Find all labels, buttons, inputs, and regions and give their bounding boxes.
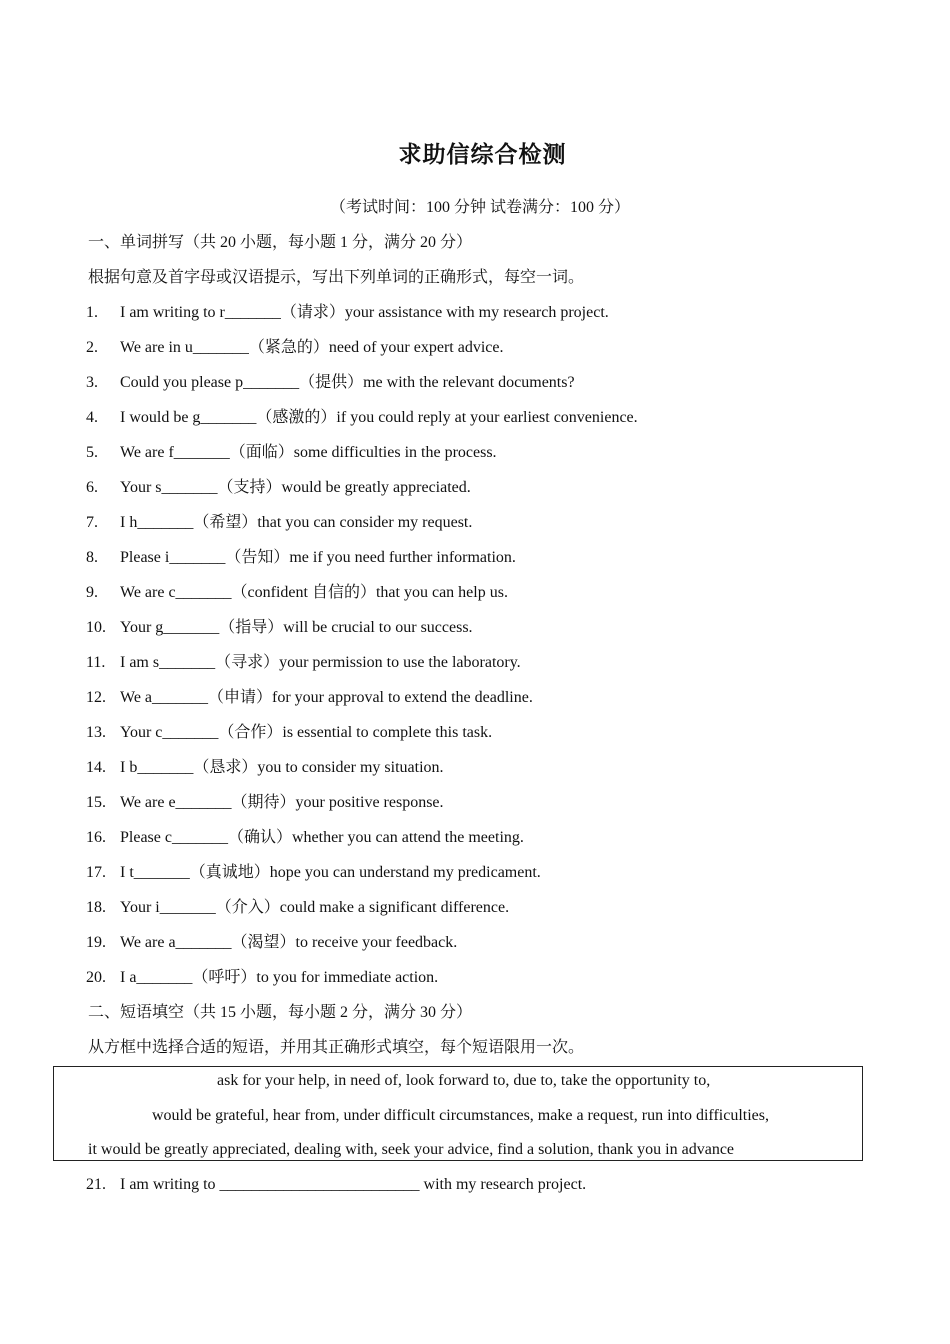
question-5	[86, 439, 497, 462]
question-number: 6.	[86, 479, 98, 496]
question-number: 1.	[86, 304, 98, 321]
question-number: 8.	[86, 549, 98, 566]
question-number: 19.	[86, 934, 106, 951]
section1-instruction: 根据句意及首字母或汉语提示，写出下列单词的正确形式，每空一词。	[88, 269, 585, 286]
question-3	[86, 369, 575, 392]
question-20	[86, 964, 438, 987]
phrase-box-line-1: ask for your help, in need of, look forward to, due to, take the opportunity to,	[217, 1072, 711, 1089]
question-number: 17.	[86, 864, 106, 881]
question-text: We are c_______（confident 自信的）that you can help us.	[120, 584, 508, 601]
page-title: 求助信综合检测	[398, 142, 567, 168]
question-15	[86, 789, 444, 812]
phrase-box-line-2: would be grateful, hear from, under difficult circumstances, make a request, run into difficulties,	[152, 1107, 769, 1124]
question-2	[86, 334, 504, 357]
question-number: 16.	[86, 829, 106, 846]
phrase-box	[53, 1066, 863, 1161]
question-text: I am writing to r_______（请求）your assistance with my research project.	[120, 304, 609, 321]
question-number: 5.	[86, 444, 98, 461]
question-text: Your g_______（指导）will be crucial to our success.	[120, 619, 473, 636]
question-text: Your c_______（合作）is essential to complete this task.	[120, 724, 493, 741]
question-text: I am writing to _________________________ with my research project.	[120, 1176, 587, 1193]
question-19	[86, 929, 457, 952]
question-text: Could you please p_______（提供）me with the relevant documents?	[120, 374, 575, 391]
question-text: I t_______（真诚地）hope you can understand my predicament.	[120, 864, 541, 881]
question-text: I b_______（恳求）you to consider my situation.	[120, 759, 444, 776]
question-number: 2.	[86, 339, 98, 356]
question-1	[86, 299, 609, 322]
question-21	[86, 1176, 586, 1194]
question-16	[86, 824, 524, 847]
question-text: We are e_______（期待）your positive response.	[120, 794, 444, 811]
exam-meta: （考试时间：100 分钟 试卷满分：100 分）	[329, 199, 630, 216]
question-number: 13.	[86, 724, 106, 741]
question-text: We are a_______（渴望）to receive your feedback.	[120, 934, 458, 951]
question-number: 9.	[86, 584, 98, 601]
question-18	[86, 894, 509, 917]
question-11	[86, 649, 521, 672]
question-number: 14.	[86, 759, 106, 776]
section2-heading: 二、短语填空（共 15 小题，每小题 2 分，满分 30 分）	[88, 1004, 473, 1021]
question-number: 10.	[86, 619, 106, 636]
question-number: 12.	[86, 689, 106, 706]
question-6	[86, 474, 471, 497]
question-13	[86, 719, 492, 742]
question-number: 3.	[86, 374, 98, 391]
question-text: We are in u_______（紧急的）need of your expert advice.	[120, 339, 504, 356]
question-text: We are f_______（面临）some difficulties in the process.	[120, 444, 497, 461]
question-12	[86, 684, 533, 707]
section1-heading: 一、单词拼写（共 20 小题，每小题 1 分，满分 20 分）	[88, 234, 473, 251]
question-number: 18.	[86, 899, 106, 916]
question-text: I am s_______（寻求）your permission to use the laboratory.	[120, 654, 521, 671]
question-text: I a_______（呼吁）to you for immediate action.	[120, 969, 439, 986]
question-text: Please c_______（确认）whether you can attend the meeting.	[120, 829, 524, 846]
question-4	[86, 404, 638, 427]
question-number: 11.	[86, 654, 106, 671]
question-number: 15.	[86, 794, 106, 811]
section2-instruction: 从方框中选择合适的短语，并用其正确形式填空，每个短语限用一次。	[88, 1039, 585, 1056]
question-17	[86, 859, 541, 882]
question-number: 20.	[86, 969, 106, 986]
question-8	[86, 544, 516, 567]
question-9	[86, 579, 508, 602]
question-text: Please i_______（告知）me if you need further information.	[120, 549, 516, 566]
question-7	[86, 509, 472, 532]
question-number: 21.	[86, 1176, 106, 1193]
question-14	[86, 754, 444, 777]
question-text: I h_______（希望）that you can consider my request.	[120, 514, 473, 531]
question-number: 7.	[86, 514, 98, 531]
question-number: 4.	[86, 409, 98, 426]
question-text: We a_______（申请）for your approval to extend the deadline.	[120, 689, 533, 706]
question-text: Your s_______（支持）would be greatly appreciated.	[120, 479, 471, 496]
phrase-box-line-3: it would be greatly appreciated, dealing with, seek your advice, find a solution, thank you in advance	[88, 1141, 735, 1158]
question-text: Your i_______（介入）could make a significant difference.	[120, 899, 510, 916]
question-text: I would be g_______（感激的）if you could reply at your earliest convenience.	[120, 409, 638, 426]
question-10	[86, 614, 473, 637]
